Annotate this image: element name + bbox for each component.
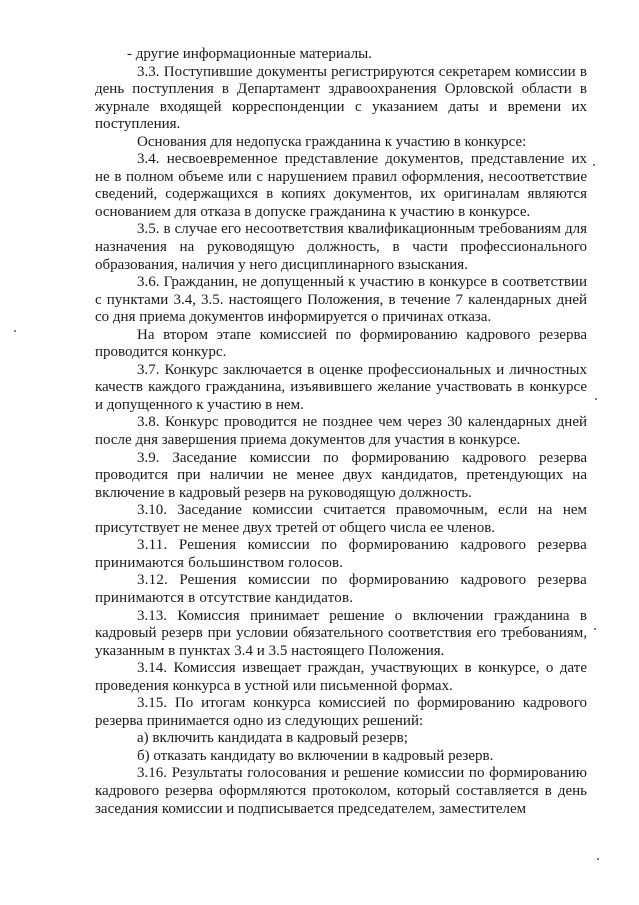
paragraph-3-11: 3.11. Решения комиссии по формированию кадрового резерва принимаются большинством голосов. (95, 537, 587, 571)
paragraph-option-b: б) отказать кандидату во включении в кадровый резерв. (137, 747, 494, 764)
paragraph-3-10: 3.10. Заседание комиссии считается правомочным, если на нем присутствует не менее двух третей от общего числа ее членов. (95, 502, 587, 536)
paragraph-3-13: 3.13. Комиссия принимает решение о включении гражданина в кадровый резерв при условии обязательного соответствия его требованиям, указанным в пунктах 3.4 и 3.5 настоящего Положения. (95, 607, 587, 659)
paragraph-3-3: 3.3. Поступившие документы регистрируются секретарем комиссии в день поступления в Департамент здравоохранения Орловской области в журнале входящей корреспонденции с указанием даты и времени их поступления. (95, 63, 587, 133)
paragraph-3-6: 3.6. Гражданин, не допущенный к участию в конкурсе в соответствии с пунктами 3.4, 3.5. настоящего Положения, в течение 7 календарных дней со дня приема документов информируется о причинах отказа. (95, 274, 587, 326)
scan-speck (597, 858, 599, 860)
paragraph-grounds-heading: Основания для недопуска гражданина к участию в конкурсе: (137, 133, 527, 150)
paragraph-3-14: 3.14. Комиссия извещает граждан, участвующих в конкурсе, о дате проведения конкурса в устной или письменной формах. (95, 660, 587, 694)
document-body (95, 46, 587, 818)
paragraph-3-4: 3.4. несвоевременное представление документов, представление их не в полном объеме или с нарушением правил оформления, несоответствие сведений, содержащихся в копиях документов, их оригиналам являются основанием для отказа в допуске гражданина к участию в конкурсе. (95, 151, 587, 220)
scan-speck (594, 628, 596, 630)
paragraph-second-stage: На втором этапе комиссией по формированию кадрового резерва проводится конкурс. (95, 326, 587, 361)
scan-speck (14, 330, 16, 332)
scan-speck (595, 398, 597, 400)
scan-speck (593, 164, 595, 166)
paragraph-3-16: 3.16. Результаты голосования и решение комиссии по формированию кадрового резерва оформляются протоколом, который составляется в день заседания комиссии и подписывается председателем, заместителем (95, 765, 587, 817)
paragraph-option-a: а) включить кандидата в кадровый резерв; (137, 730, 408, 747)
paragraph-3-9: 3.9. Заседание комиссии по формированию кадрового резерва проводится при наличии не менее двух кандидатов, претендующих на включение в кадровый резерв на руководящую должность. (95, 449, 587, 501)
paragraph-3-12: 3.12. Решения комиссии по формированию кадрового резерва принимаются в отсутствие кандидатов. (95, 572, 587, 606)
paragraph-other-materials: - другие информационные материалы. (127, 46, 372, 62)
paragraph-3-15: 3.15. По итогам конкурса комиссией по формированию кадрового резерва принимается одно из следующих решений: (95, 695, 587, 729)
paragraph-3-8: 3.8. Конкурс проводится не позднее чем через 30 календарных дней после дня завершения приема документов для участия в конкурсе. (95, 414, 587, 449)
paragraph-3-5: 3.5. в случае его несоответствия квалификационным требованиям для назначения на руководящую должность, в части профессионального образования, наличия у него дисциплинарного взыскания. (95, 221, 587, 273)
paragraph-3-7: 3.7. Конкурс заключается в оценке профессиональных и личностных качеств каждого гражданина, изъявившего желание участвовать в конкурсе и допущенного к участию в нем. (95, 361, 587, 413)
